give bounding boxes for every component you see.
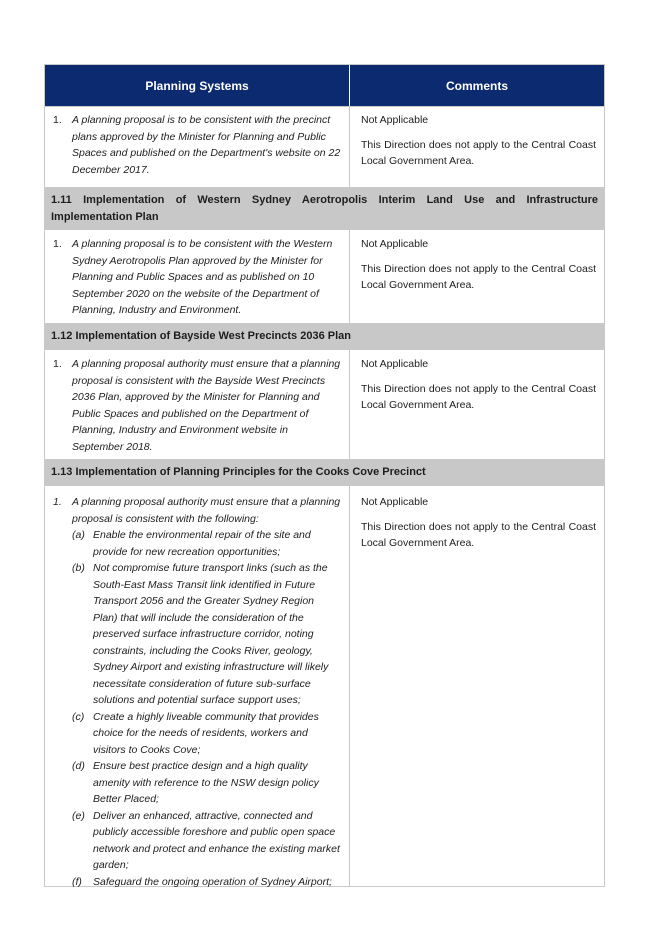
planning-directions-table	[44, 64, 605, 887]
subitem-letter: (e)	[72, 809, 85, 822]
requirement-cell	[45, 486, 350, 886]
requirement-cell	[45, 230, 350, 323]
subitem	[53, 874, 341, 891]
subitem-letter: (a)	[72, 529, 85, 541]
table-row	[45, 485, 604, 886]
table-row	[45, 106, 604, 187]
table-row	[45, 229, 604, 323]
comment-status: Not Applicable	[361, 358, 429, 370]
comment-cell	[350, 107, 604, 187]
section-heading: 1.11 Implementation of Western Sydney Aerotropolis Interim Land Use and Infrastructure Implementation Plan	[45, 187, 604, 229]
item-number: 1.	[53, 238, 62, 250]
item-number: 1.	[53, 358, 62, 370]
subitem-text: Enable the environmental repair of the site and provide for new recreation opportunities;	[93, 529, 311, 558]
subitem-text: Safeguard the ongoing operation of Sydney Airport;	[93, 875, 332, 888]
table-row	[45, 349, 604, 459]
requirement-item	[53, 494, 341, 527]
subitem	[53, 709, 341, 759]
subitem-text: Not compromise future transport links (such as the South-East Mass Transit link identified in Future Transport 2056 and the Greater Sydney Region Plan) that will include the consideration of the preserved surface infrastructure corridor, noting constraints, including the Cooks River, geology, Sydney Airport and existing infrastructure will likely necessitate consideration of future sub-surface solutions and potential surface support uses;	[93, 562, 329, 706]
subitem-letter: (f)	[72, 875, 82, 888]
item-text: A planning proposal authority must ensure that a planning proposal is consistent with the following:	[72, 496, 341, 525]
subitem-text: Deliver an enhanced, attractive, connected and publicly accessible foreshore and public open space network and protect and enhance the existing market garden;	[93, 809, 340, 871]
subitem-text: Ensure best practice design and a high quality amenity with reference to the NSW design policy Better Placed;	[93, 760, 319, 805]
requirement-cell	[45, 107, 350, 187]
comment-text: This Direction does not apply to the Central Coast Local Government Area.	[361, 138, 596, 167]
comment-status: Not Applicable	[361, 496, 429, 508]
subitem-letter: (b)	[72, 562, 85, 574]
section-heading: 1.13 Implementation of Planning Principles for the Cooks Cove Precinct	[45, 459, 604, 485]
item-text: A planning proposal authority must ensure that a planning proposal is consistent with the Bayside West Precincts 2036 Plan, approved by the Minister for Planning and Public Spaces and published on the Department of Planning, Industry and Environment website in September 2018.	[72, 358, 341, 453]
subitem	[53, 808, 341, 874]
subitem	[53, 527, 341, 560]
comment-text: This Direction does not apply to the Central Coast Local Government Area.	[361, 262, 596, 291]
subitem-text: Create a highly liveable community that provides choice for the needs of residents, workers and visitors to Cooks Cove;	[93, 710, 319, 756]
section-heading: 1.12 Implementation of Bayside West Precincts 2036 Plan	[45, 323, 604, 349]
item-text: A planning proposal is to be consistent with the precinct plans approved by the Minister for Planning and Public Spaces and published on the Department's website on 22 December 2017.	[72, 114, 341, 176]
header-planning-systems: Planning Systems	[45, 65, 350, 106]
item-number: 1.	[53, 496, 62, 508]
comment-text: This Direction does not apply to the Central Coast Local Government Area.	[361, 382, 596, 411]
item-number: 1.	[53, 114, 62, 126]
subitem-letter: (c)	[72, 710, 85, 723]
requirement-cell	[45, 350, 350, 459]
comment-cell	[350, 486, 604, 886]
table-header	[45, 65, 604, 106]
subitem	[53, 758, 341, 808]
comment-status: Not Applicable	[361, 114, 429, 126]
comment-status: Not Applicable	[361, 238, 429, 250]
comment-cell	[350, 230, 604, 323]
comment-cell	[350, 350, 604, 459]
requirement-item	[53, 236, 341, 319]
comment-text: This Direction does not apply to the Central Coast Local Government Area.	[361, 520, 596, 549]
item-text: A planning proposal is to be consistent with the Western Sydney Aerotropolis Plan approved by the Minister for Planning and Public Spaces and as published on 10 September 2020 on the website of the Department of Planning, Industry and Environment.	[72, 238, 333, 316]
header-comments: Comments	[445, 78, 508, 93]
requirement-item	[53, 112, 341, 178]
requirement-item	[53, 356, 341, 455]
subitem-letter: (d)	[72, 760, 85, 772]
subitem	[53, 560, 341, 709]
